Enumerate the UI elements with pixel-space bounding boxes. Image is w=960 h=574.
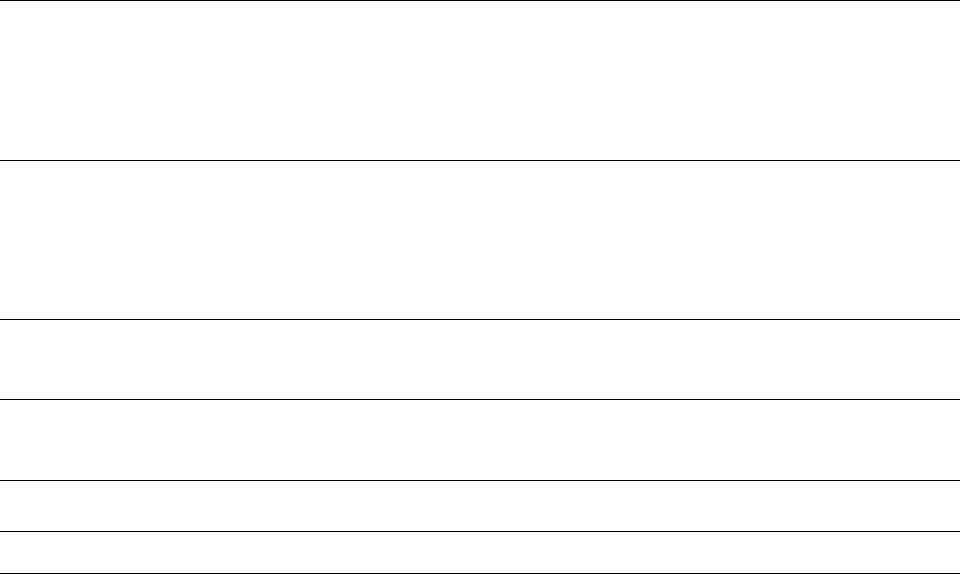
row-divider bbox=[0, 480, 960, 481]
row-divider bbox=[0, 531, 960, 532]
row-divider bbox=[0, 319, 960, 320]
row-divider bbox=[0, 399, 960, 400]
row-divider bbox=[0, 0, 960, 1]
row-divider bbox=[0, 160, 960, 161]
